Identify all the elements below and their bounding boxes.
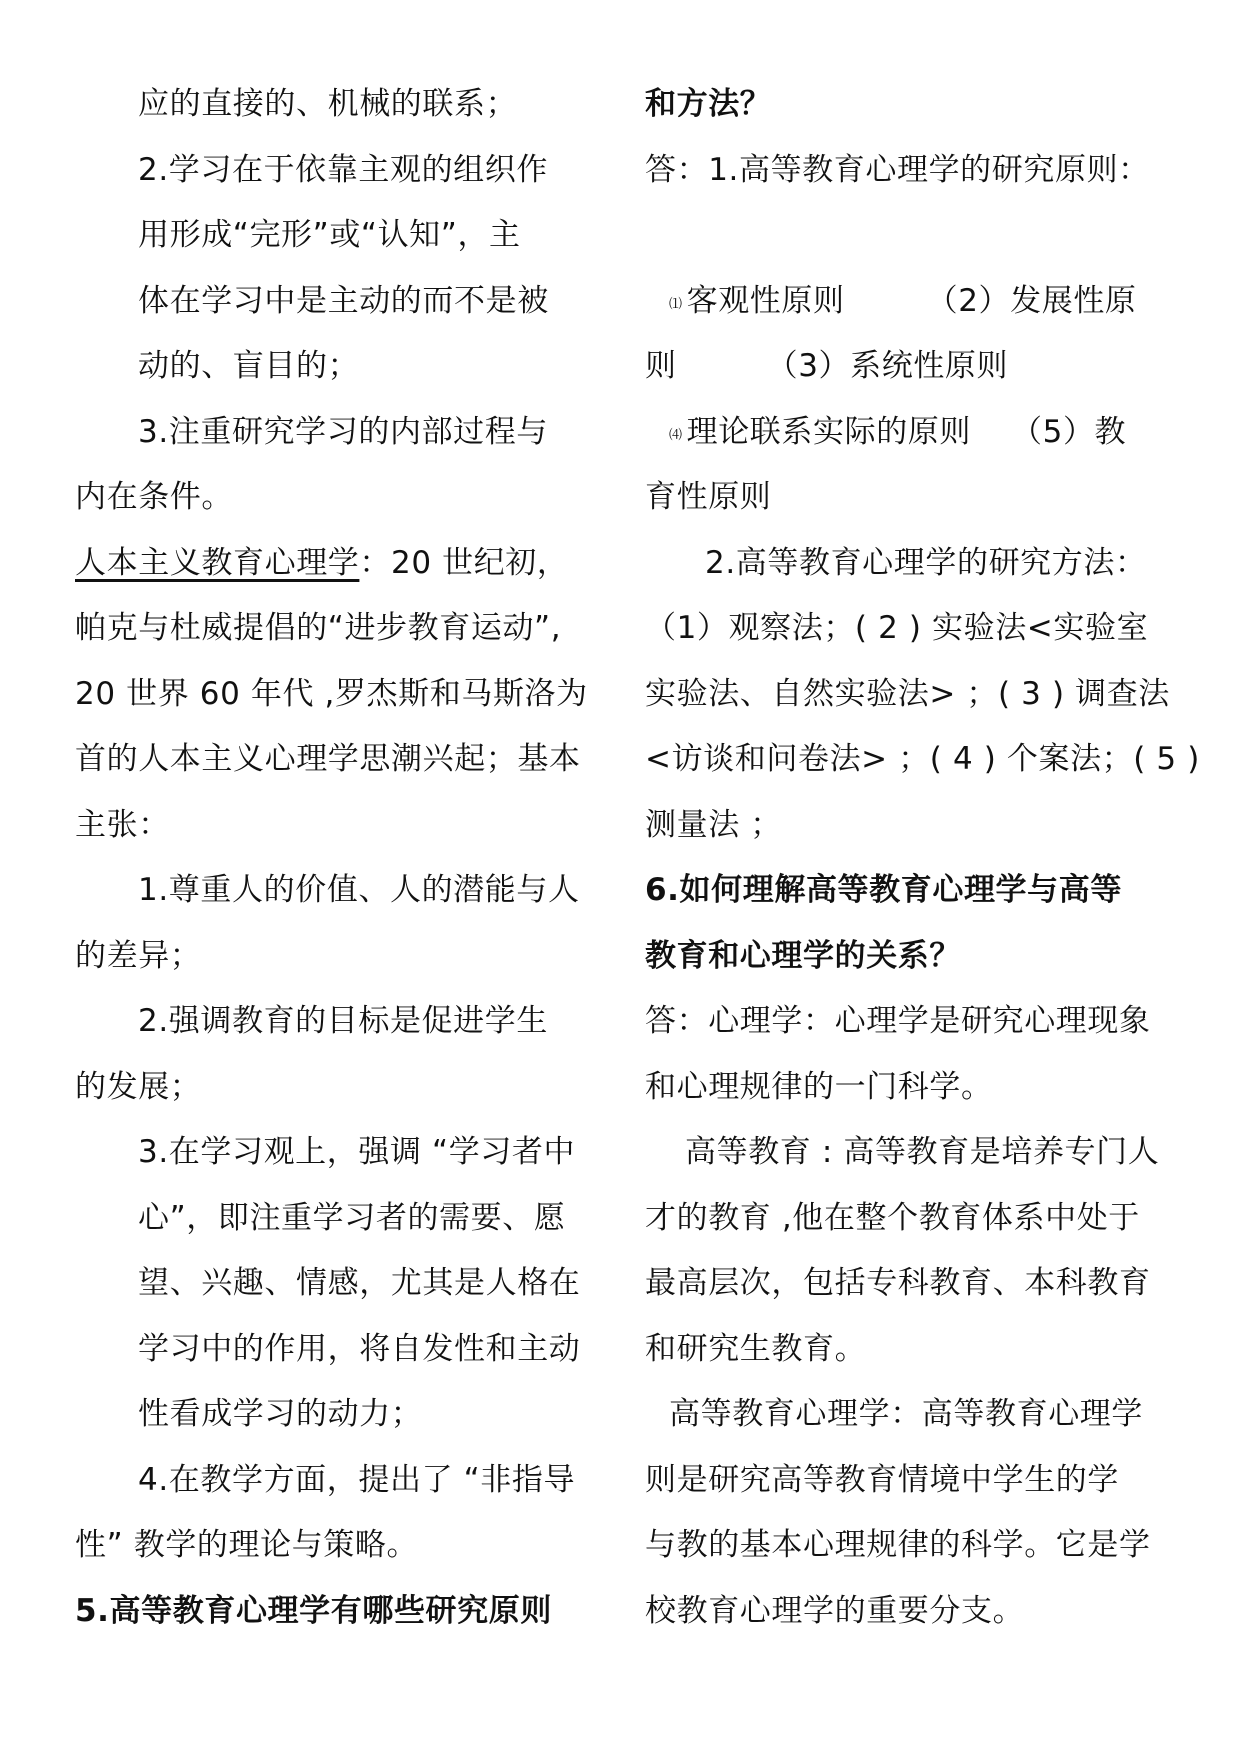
text-line: 帕克与杜威提倡的“进步教育运动”, [75,610,562,646]
text-line: 和研究生教育。 [645,1330,867,1367]
question-6-heading: 6.如何理解高等教育心理学与高等 [645,872,1122,908]
text-line: （1）观察法；( 2 ) 实验法<实验室 [645,610,1149,646]
text-line: 的差异； [75,937,202,974]
principle-line [645,400,1175,466]
text-line: 心”，即注重学习者的需要、愿 [138,1199,566,1236]
text-line: 育性原则 [645,479,772,515]
text-line: 2.强调教育的目标是促进学生 [138,1003,548,1039]
text-line: 主张： [75,806,170,843]
principle-number: ⑴ [669,296,683,312]
text-line: 性” 教学的理论与策略。 [75,1527,419,1563]
text-line: 的发展； [75,1068,202,1105]
text-line: 最高层次，包括专科教育、本科教育 [645,1265,1151,1301]
text-line: 高等教育心理学：高等教育心理学 [669,1396,1143,1432]
text-span: 理论联系实际的原则 [686,413,972,450]
text-line: 学习中的作用，将自发性和主动 [138,1330,581,1367]
humanistic-heading-line [75,531,615,597]
text-line: 体在学习中是主动的而不是被 [138,282,549,319]
text-span: （2）发展性原 [926,282,1137,319]
text-line: 高等教育 : 高等教育是培养专门人 [685,1134,1160,1170]
text-line: 校教育心理学的重要分支。 [645,1592,1025,1629]
left-column [75,72,615,1644]
text-line: 答：心理学：心理学是研究心理现象 [645,1003,1151,1039]
question-5-heading-cont: 和方法？ [645,86,772,122]
blank-line [645,203,1175,269]
text-line: 性看成学习的动力； [138,1396,423,1432]
text-line: 应的直接的、机械的联系； [138,86,518,122]
text-line: 实验法、自然实验法> ；( 3 ) 调查法 [645,675,1170,712]
text-line: 首的人本主义心理学思潮兴起；基本 [75,741,581,777]
text-line: 2.学习在于依靠主观的组织作 [138,151,548,188]
text-span: （5）教 [1011,413,1127,450]
text-line: 与教的基本心理规律的科学。它是学 [645,1527,1151,1563]
right-column [645,72,1200,1644]
text-line: 用形成“完形”或“认知”，主 [138,217,521,253]
text-span: 客观性原则 [686,282,845,319]
principle-line [645,269,1175,335]
text-line: 动的、盲目的； [138,348,360,384]
text-line: 内在条件。 [75,479,233,515]
text-span: ：20 世纪初， [359,544,569,581]
text-line: 3.注重研究学习的内部过程与 [138,413,548,450]
text-line: 则是研究高等教育情境中学生的学 [645,1461,1119,1498]
text-line: 3.在学习观上，强调 “学习者中 [138,1134,576,1170]
text-line: 测量法 ； [645,806,782,843]
humanistic-term: 人本主义教育心理学 [75,544,360,581]
text-line: <访谈和问卷法> ；( 4 ) 个案法；( 5 ) [645,741,1200,777]
principle-line [645,334,1175,400]
text-line: 20 世界 60 年代 ,罗杰斯和马斯洛为 [75,675,588,712]
principle-number: ⑷ [669,427,683,443]
question-5-heading: 5.高等教育心理学有哪些研究原则 [75,1592,552,1629]
text-span: 则 [645,348,677,384]
text-line: 4.在教学方面，提出了 “非指导 [138,1461,576,1498]
text-line: 才的教育 ,他在整个教育体系中处于 [645,1199,1140,1236]
text-line: 1.尊重人的价值、人的潜能与人 [138,872,580,908]
question-6-heading-cont: 教育和心理学的关系？ [645,937,961,974]
text-line: 2.高等教育心理学的研究方法： [705,544,1147,581]
text-line: 和心理规律的一门科学。 [645,1068,993,1105]
text-line: 望、兴趣、情感，尤其是人格在 [138,1265,581,1301]
answer-line: 答：1.高等教育心理学的研究原则： [645,151,1150,188]
text-span: （3）系统性原则 [766,348,1009,384]
